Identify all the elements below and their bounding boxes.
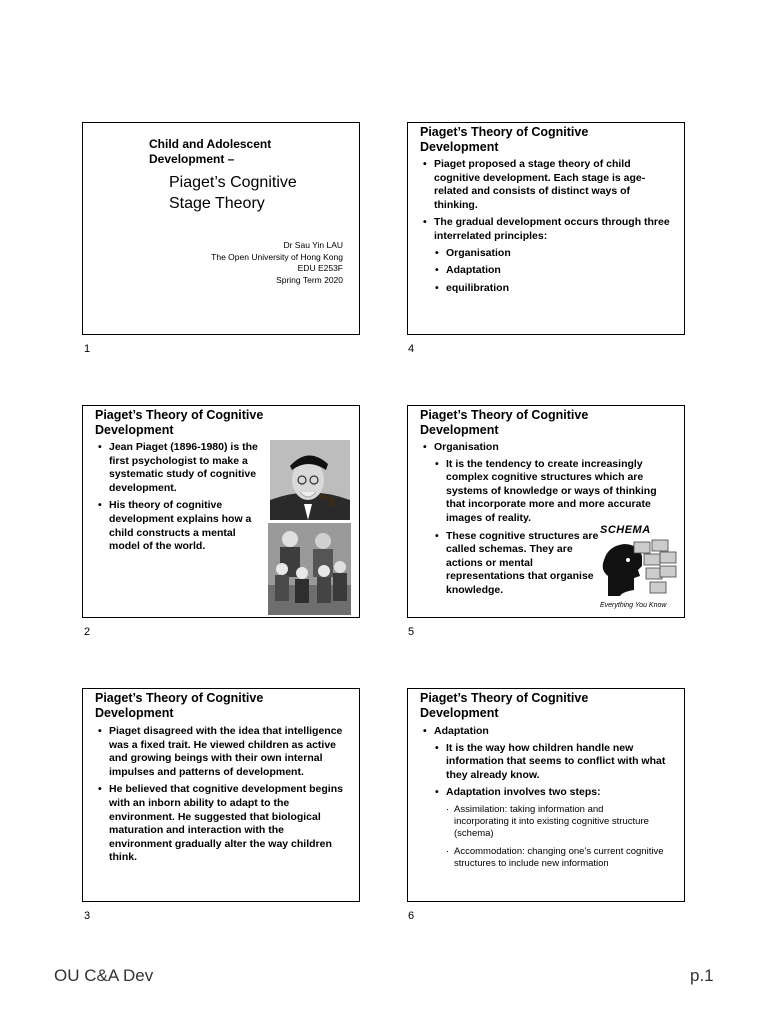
slide-4-bullets (422, 158, 674, 299)
principle-item: • equilibration (434, 282, 674, 296)
head-with-files-icon (598, 536, 678, 600)
principle-item: • Adaptation (434, 264, 674, 278)
slide-6 (407, 688, 685, 902)
slide-4-bullet-2-text: The gradual development occurs through three interrelated principles: (434, 216, 670, 242)
course-code: EDU E253F (297, 263, 343, 273)
slide-4-title: Piaget’s Theory of Cognitive Development (420, 125, 589, 154)
slide-5 (407, 405, 685, 618)
author: Dr Sau Yin LAU (283, 240, 343, 250)
slide-number-1: 1 (84, 343, 91, 355)
assimilation-step: · Assimilation: taking information and incorporating it into existing cognitive structure (schema) (446, 804, 654, 840)
slide-number-2: 2 (84, 626, 91, 638)
slide-5-sub-2: • These cognitive structures are called schemas. They are actions or mental representations that organise knowledge. (434, 530, 604, 598)
slide-number-4: 4 (408, 343, 415, 355)
slide-6-sub-1: • It is the way how children handle new information that seems to conflict with what they already know. (434, 742, 674, 783)
slide-3 (82, 688, 360, 902)
piaget-portrait-image (270, 440, 350, 520)
slide-2 (82, 405, 360, 618)
slide-1-heading: Child and Adolescent Development – (149, 137, 272, 166)
slide-5-bullet-1-text: Organisation (434, 441, 499, 453)
footer-page-number: p.1 (690, 966, 714, 985)
slide-5-sub-1: • It is the tendency to create increasingly complex cognitive structures which are systems of knowledge or ways of thinking that incorporate more and more accurate images of reality. (434, 458, 676, 526)
slide-3-bullets (97, 725, 349, 869)
accommodation-step: · Accommodation: changing one’s current cognitive structures to include new information (446, 846, 664, 870)
slide-3-title: Piaget’s Theory of Cognitive Development (95, 691, 264, 720)
slide-number-5: 5 (408, 626, 415, 638)
slide-4 (407, 122, 685, 335)
slide-6-sublist (434, 742, 674, 870)
schema-label: SCHEMA (600, 524, 651, 536)
slide-1-title-line1: Piaget’s Cognitive (169, 174, 297, 191)
slide-6-sub-2 (434, 786, 674, 870)
slide-4-bullet-1: • Piaget proposed a stage theory of child cognitive development. Each stage is age-related and consists of distinct ways of thinking. (422, 158, 674, 212)
slide-6-bullet-1 (422, 725, 674, 870)
term: Spring Term 2020 (276, 274, 343, 285)
piaget-family-image (268, 523, 351, 615)
slide-2-title: Piaget’s Theory of Cognitive Development (95, 408, 264, 437)
slide-number-6: 6 (408, 910, 415, 922)
adaptation-steps (446, 804, 674, 870)
slide-1-credits (211, 240, 343, 286)
slide-2-bullet-1: • Jean Piaget (1896-1980) is the first psychologist to make a systematic study of cognitive development. (97, 441, 263, 495)
slide-6-bullets (422, 725, 674, 876)
institution: The Open University of Hong Kong (211, 251, 343, 262)
schema-illustration (598, 522, 678, 614)
slide-4-bullet-2 (422, 216, 674, 295)
slide-6-bullet-1-text: Adaptation (434, 725, 489, 737)
slide-3-bullet-2: • He believed that cognitive development begins with an inborn ability to adapt to the environment. He suggested that biological maturation and interaction with the environment gradually alter the way children think. (97, 783, 349, 865)
footer-course-label: OU C&A Dev (54, 966, 154, 985)
principle-item: • Organisation (434, 247, 674, 261)
slide-2-bullets (97, 441, 263, 558)
slide-6-title: Piaget’s Theory of Cognitive Development (420, 691, 589, 720)
slide-1-title-line2: Stage Theory (169, 195, 265, 212)
schema-caption: Everything You Know (600, 602, 667, 609)
slide-3-bullet-1: • Piaget disagreed with the idea that intelligence was a fixed trait. He viewed children as active and growing beings with their own internal impulses and patterns of development. (97, 725, 349, 779)
slide-number-3: 3 (84, 910, 91, 922)
principles-list (434, 247, 674, 296)
slide-5-title: Piaget’s Theory of Cognitive Development (420, 408, 589, 437)
slide-1 (82, 122, 360, 335)
slide-2-bullet-2: • His theory of cognitive development explains how a child constructs a mental model of the world. (97, 499, 263, 553)
slide-6-sub-2-text: Adaptation involves two steps: (446, 786, 601, 799)
